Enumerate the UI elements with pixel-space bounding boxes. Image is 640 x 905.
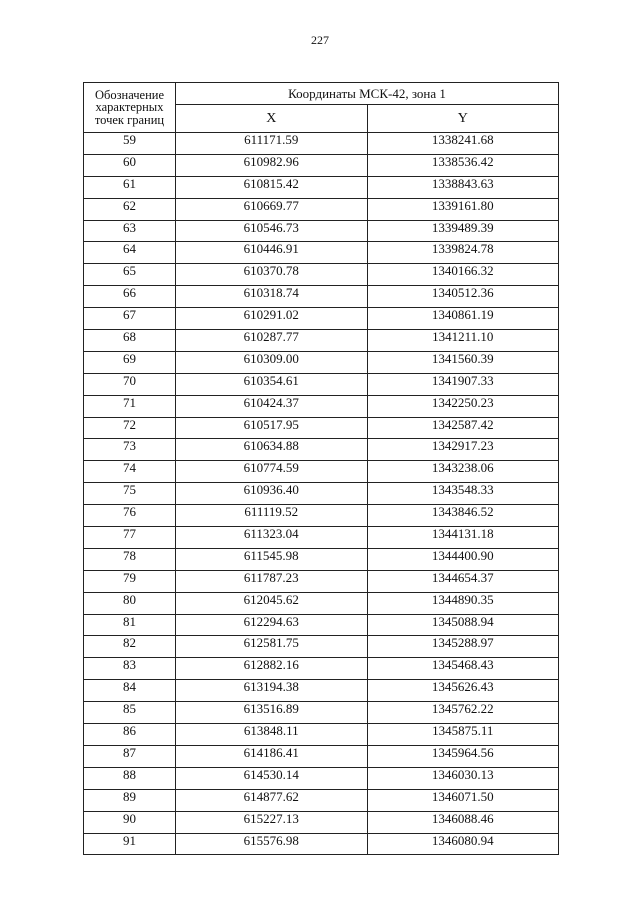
x-coordinate-cell: 610309.00: [176, 351, 368, 373]
table-row: [84, 176, 559, 198]
point-number-cell: 69: [84, 351, 176, 373]
y-coordinate-cell: 1341560.39: [367, 351, 559, 373]
table-row: [84, 220, 559, 242]
table-row: [84, 614, 559, 636]
table-row: [84, 198, 559, 220]
table-row: [84, 351, 559, 373]
point-number-cell: 59: [84, 133, 176, 155]
point-number-cell: 63: [84, 220, 176, 242]
y-coordinate-cell: 1342250.23: [367, 395, 559, 417]
y-coordinate-cell: 1342587.42: [367, 417, 559, 439]
table-row: [84, 767, 559, 789]
table-row: [84, 811, 559, 833]
point-number-cell: 80: [84, 592, 176, 614]
point-number-cell: 68: [84, 330, 176, 352]
x-coordinate-cell: 611119.52: [176, 505, 368, 527]
y-coordinate-cell: 1340861.19: [367, 308, 559, 330]
point-number-cell: 79: [84, 570, 176, 592]
table-row: [84, 286, 559, 308]
point-number-cell: 76: [84, 505, 176, 527]
table-body: [84, 133, 559, 855]
y-coordinate-cell: 1340166.32: [367, 264, 559, 286]
x-coordinate-cell: 610318.74: [176, 286, 368, 308]
table-row: [84, 483, 559, 505]
point-number-cell: 77: [84, 527, 176, 549]
page-number: 227: [311, 33, 329, 47]
x-coordinate-cell: 610446.91: [176, 242, 368, 264]
y-coordinate-cell: 1341211.10: [367, 330, 559, 352]
x-coordinate-cell: 612882.16: [176, 658, 368, 680]
y-coordinate-cell: 1345964.56: [367, 745, 559, 767]
y-coordinate-cell: 1344131.18: [367, 527, 559, 549]
x-coordinate-cell: 610982.96: [176, 154, 368, 176]
table-row: [84, 527, 559, 549]
x-coordinate-cell: 610287.77: [176, 330, 368, 352]
y-coordinate-cell: 1338241.68: [367, 133, 559, 155]
table-row: [84, 833, 559, 855]
x-coordinate-cell: 610669.77: [176, 198, 368, 220]
point-number-cell: 73: [84, 439, 176, 461]
y-coordinate-cell: 1346088.46: [367, 811, 559, 833]
point-number-cell: 90: [84, 811, 176, 833]
x-coordinate-cell: 612045.62: [176, 592, 368, 614]
y-coordinate-cell: 1339824.78: [367, 242, 559, 264]
x-coordinate-cell: 610424.37: [176, 395, 368, 417]
y-coordinate-cell: 1339489.39: [367, 220, 559, 242]
point-number-cell: 88: [84, 767, 176, 789]
x-coordinate-cell: 613848.11: [176, 724, 368, 746]
point-number-cell: 78: [84, 548, 176, 570]
table-row: [84, 724, 559, 746]
x-coordinate-cell: 614530.14: [176, 767, 368, 789]
table-row: [84, 439, 559, 461]
point-number-cell: 72: [84, 417, 176, 439]
y-coordinate-cell: 1345088.94: [367, 614, 559, 636]
point-number-cell: 65: [84, 264, 176, 286]
table-row: [84, 745, 559, 767]
y-coordinate-cell: 1341907.33: [367, 373, 559, 395]
y-coordinate-cell: 1345468.43: [367, 658, 559, 680]
y-coordinate-cell: 1346080.94: [367, 833, 559, 855]
x-coordinate-cell: 613194.38: [176, 680, 368, 702]
table-row: [84, 330, 559, 352]
point-number-cell: 81: [84, 614, 176, 636]
header-row-top: [84, 83, 559, 105]
x-coordinate-cell: 610936.40: [176, 483, 368, 505]
x-coordinate-cell: 610815.42: [176, 176, 368, 198]
table-row: [84, 680, 559, 702]
table-row: [84, 133, 559, 155]
y-coordinate-cell: 1346071.50: [367, 789, 559, 811]
point-number-cell: 62: [84, 198, 176, 220]
y-coordinate-cell: 1346030.13: [367, 767, 559, 789]
x-coordinate-cell: 610774.59: [176, 461, 368, 483]
x-coordinate-cell: 614186.41: [176, 745, 368, 767]
header-point-label: Обозначение характерных точек границ: [84, 83, 176, 133]
table-row: [84, 702, 559, 724]
table-row: [84, 789, 559, 811]
point-number-cell: 85: [84, 702, 176, 724]
header-y: Y: [367, 105, 559, 133]
x-coordinate-cell: 611787.23: [176, 570, 368, 592]
x-coordinate-cell: 610370.78: [176, 264, 368, 286]
point-number-cell: 70: [84, 373, 176, 395]
x-coordinate-cell: 610517.95: [176, 417, 368, 439]
x-coordinate-cell: 611323.04: [176, 527, 368, 549]
y-coordinate-cell: 1345288.97: [367, 636, 559, 658]
table-row: [84, 395, 559, 417]
point-number-cell: 82: [84, 636, 176, 658]
table-row: [84, 154, 559, 176]
point-number-cell: 66: [84, 286, 176, 308]
y-coordinate-cell: 1339161.80: [367, 198, 559, 220]
point-number-cell: 89: [84, 789, 176, 811]
y-coordinate-cell: 1343548.33: [367, 483, 559, 505]
x-coordinate-cell: 611545.98: [176, 548, 368, 570]
y-coordinate-cell: 1345762.22: [367, 702, 559, 724]
table-row: [84, 242, 559, 264]
y-coordinate-cell: 1344400.90: [367, 548, 559, 570]
x-coordinate-cell: 612294.63: [176, 614, 368, 636]
header-coordinates-group: Координаты МСК-42, зона 1: [176, 83, 559, 105]
x-coordinate-cell: 612581.75: [176, 636, 368, 658]
point-number-cell: 75: [84, 483, 176, 505]
y-coordinate-cell: 1340512.36: [367, 286, 559, 308]
point-number-cell: 74: [84, 461, 176, 483]
y-coordinate-cell: 1338536.42: [367, 154, 559, 176]
y-coordinate-cell: 1343238.06: [367, 461, 559, 483]
y-coordinate-cell: 1345626.43: [367, 680, 559, 702]
table-row: [84, 417, 559, 439]
table-row: [84, 373, 559, 395]
table-row: [84, 548, 559, 570]
x-coordinate-cell: 610546.73: [176, 220, 368, 242]
table-row: [84, 264, 559, 286]
table-row: [84, 505, 559, 527]
point-number-cell: 91: [84, 833, 176, 855]
y-coordinate-cell: 1343846.52: [367, 505, 559, 527]
x-coordinate-cell: 613516.89: [176, 702, 368, 724]
y-coordinate-cell: 1342917.23: [367, 439, 559, 461]
table-row: [84, 658, 559, 680]
point-number-cell: 86: [84, 724, 176, 746]
point-number-cell: 71: [84, 395, 176, 417]
point-number-cell: 67: [84, 308, 176, 330]
point-number-cell: 61: [84, 176, 176, 198]
x-coordinate-cell: 614877.62: [176, 789, 368, 811]
table-row: [84, 570, 559, 592]
y-coordinate-cell: 1345875.11: [367, 724, 559, 746]
y-coordinate-cell: 1338843.63: [367, 176, 559, 198]
header-x: X: [176, 105, 368, 133]
y-coordinate-cell: 1344654.37: [367, 570, 559, 592]
x-coordinate-cell: 610291.02: [176, 308, 368, 330]
point-number-cell: 87: [84, 745, 176, 767]
y-coordinate-cell: 1344890.35: [367, 592, 559, 614]
x-coordinate-cell: 615576.98: [176, 833, 368, 855]
table-row: [84, 461, 559, 483]
point-number-cell: 64: [84, 242, 176, 264]
table-row: [84, 592, 559, 614]
x-coordinate-cell: 610634.88: [176, 439, 368, 461]
point-number-cell: 60: [84, 154, 176, 176]
x-coordinate-cell: 615227.13: [176, 811, 368, 833]
table-header: [84, 83, 559, 133]
point-number-cell: 84: [84, 680, 176, 702]
table-row: [84, 308, 559, 330]
coordinates-table: [83, 82, 559, 855]
x-coordinate-cell: 611171.59: [176, 133, 368, 155]
table-row: [84, 636, 559, 658]
point-number-cell: 83: [84, 658, 176, 680]
x-coordinate-cell: 610354.61: [176, 373, 368, 395]
